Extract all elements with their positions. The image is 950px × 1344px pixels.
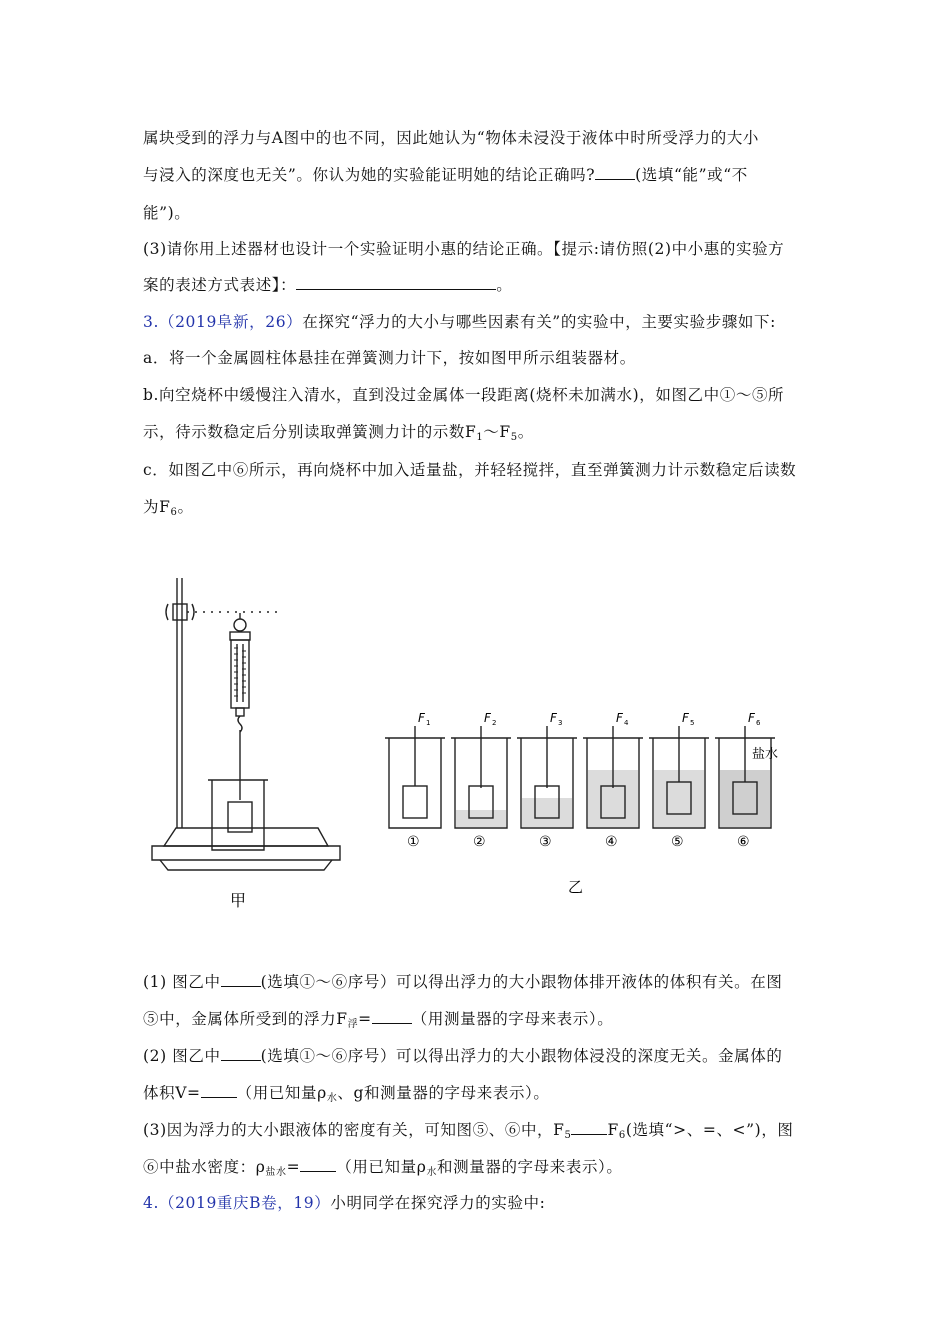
paragraph-text: b.向空烧杯中缓慢注入清水，直到没过金属体一段距离(烧杯未加满水)，如图乙中①～⑤所	[143, 386, 785, 404]
force-label: F	[682, 711, 689, 725]
answer-blank[interactable]	[372, 1008, 412, 1024]
subscript: 5	[510, 432, 518, 443]
subscript: 5	[564, 1130, 572, 1141]
paragraph-text: 为F	[143, 498, 171, 516]
step-c-cont	[143, 496, 823, 524]
subscript: 6	[170, 507, 178, 518]
paragraph-text: (2) 图乙中	[143, 1047, 221, 1065]
text-line	[143, 238, 823, 260]
paragraph-text: 和测量器的字母来表示）。	[437, 1158, 623, 1176]
beaker-5	[649, 726, 709, 828]
paragraph-text: 与浸入的深度也无关”。你认为她的实验能证明她的结论正确吗?	[143, 166, 596, 184]
paragraph-text: 、g和测量器的字母来表示）。	[337, 1084, 550, 1102]
force-label-sub: 2	[492, 719, 497, 727]
beaker-3	[517, 726, 577, 828]
beaker-number: ⑤	[671, 834, 684, 850]
figure-label-yi: 乙	[568, 878, 584, 896]
salt-water-label: 盐水	[752, 747, 779, 762]
sub-question-3	[143, 1119, 823, 1147]
beaker-1	[385, 726, 445, 828]
force-label: F	[550, 711, 557, 725]
answer-blank[interactable]	[221, 1045, 261, 1061]
paragraph-text: c．如图乙中⑥所示，再向烧杯中加入适量盐，并轻轻搅拌，直至弹簧测力计示数稳定后读数	[143, 461, 797, 479]
paragraph-text: ⑤中，金属体所受到的浮力F	[143, 1010, 348, 1028]
paragraph-text: (选填①～⑥序号）可以得出浮力的大小跟物体排开液体的体积有关。在图	[260, 973, 783, 991]
paragraph-text: 案的表述方式表述】：	[143, 276, 297, 294]
force-label-sub: 4	[624, 719, 629, 727]
subscript: 1	[476, 432, 484, 443]
subscript: 水	[426, 1167, 438, 1178]
force-label-sub: 6	[756, 719, 761, 727]
beaker-number: ②	[473, 834, 486, 850]
paragraph-text: 能”)。	[143, 204, 191, 222]
paragraph-text: =	[286, 1158, 301, 1176]
paragraph-text: 示，待示数稳定后分别读取弹簧测力计的示数F	[143, 423, 477, 441]
force-label-sub: 3	[558, 719, 563, 727]
scale-hook-block	[236, 708, 244, 716]
beaker-2	[451, 726, 511, 828]
question-source: 4.（2019重庆B卷，19）	[143, 1194, 331, 1212]
subscript: 盐水	[265, 1167, 287, 1178]
figure-label-jia: 甲	[230, 891, 247, 910]
step-b-cont	[143, 421, 823, 449]
question-intro: 在探究“浮力的大小与哪些因素有关”的实验中，主要实验步骤如下:	[302, 313, 776, 331]
beaker	[208, 780, 268, 850]
figure-yi	[385, 711, 778, 850]
beaker-6	[715, 726, 775, 828]
scale-ticks	[234, 648, 246, 696]
force-label: F	[748, 711, 755, 725]
sub-question-1	[143, 971, 823, 993]
metal-block	[403, 786, 427, 818]
beaker-number: ①	[407, 834, 420, 850]
paragraph-text: ～F	[483, 423, 511, 441]
step-c	[143, 459, 823, 481]
clamp	[173, 604, 187, 620]
paragraph-text: (选填“能”或“不	[635, 166, 748, 184]
question-intro: 小明同学在探究浮力的实验中:	[330, 1194, 546, 1212]
scale-cap	[230, 632, 250, 640]
force-label: F	[418, 711, 425, 725]
answer-blank[interactable]	[300, 1156, 336, 1172]
paragraph-text: (选填①～⑥序号）可以得出浮力的大小跟物体浸没的深度无关。金属体的	[260, 1047, 783, 1065]
paragraph-text: =	[358, 1010, 372, 1028]
text-line	[143, 164, 823, 186]
step-b	[143, 384, 823, 406]
sub-question-1-cont	[143, 1008, 823, 1036]
paragraph-text: （用已知量ρ	[236, 1084, 327, 1102]
beaker-4	[583, 726, 643, 828]
question-4-header	[143, 1192, 823, 1214]
sub-question-3-cont	[143, 1156, 823, 1184]
clamp	[166, 604, 194, 620]
paragraph-text: ⑥中盐水密度：ρ	[143, 1158, 266, 1176]
paragraph-text: (1) 图乙中	[143, 973, 221, 991]
beaker-number: ④	[605, 834, 618, 850]
answer-blank[interactable]	[296, 274, 496, 290]
paragraph-text: (3)因为浮力的大小跟液体的密度有关，可知图⑤、⑥中，F	[143, 1121, 565, 1139]
spring-scale-body	[231, 640, 249, 708]
step-a	[143, 347, 823, 369]
paragraph-text: 。	[177, 498, 194, 516]
answer-blank[interactable]	[201, 1082, 237, 1098]
paragraph-text: 。	[517, 423, 534, 441]
question-3-header	[143, 311, 823, 333]
paragraph-text: (3)请你用上述器材也设计一个实验证明小惠的结论正确。【提示:请仿照(2)中小惠的实验方	[143, 240, 785, 258]
paragraph-text: 属块受到的浮力与A图中的也不同，因此她认为“物体未浸没于液体中时所受浮力的大小	[143, 129, 760, 147]
paragraph-text: 体积V=	[143, 1084, 201, 1102]
beaker-number: ③	[539, 834, 552, 850]
scale-hook	[238, 716, 242, 732]
paragraph-text: a．将一个金属圆柱体悬挂在弹簧测力计下，按如图甲所示组装器材。	[143, 349, 636, 367]
beaker-number: ⑥	[737, 834, 750, 850]
force-label-sub: 5	[690, 719, 695, 727]
scale-ring	[234, 619, 246, 631]
paragraph-text: （用测量器的字母来表示）。	[411, 1010, 614, 1028]
answer-blank[interactable]	[221, 971, 261, 987]
base-plate	[152, 846, 340, 860]
sub-question-2-cont	[143, 1082, 823, 1110]
paragraph-text: F	[607, 1121, 619, 1139]
subscript: 6	[618, 1130, 626, 1141]
experiment-figure	[140, 570, 820, 920]
water	[522, 798, 572, 827]
subscript: 浮	[347, 1019, 359, 1030]
text-line	[143, 202, 823, 224]
text-line	[143, 274, 823, 296]
paragraph-text: (选填“>、=、<”)，图	[625, 1121, 794, 1139]
answer-blank[interactable]	[571, 1119, 607, 1135]
force-label-sub: 1	[426, 719, 431, 727]
base-top	[164, 828, 328, 846]
sub-question-2	[143, 1045, 823, 1067]
figure-jia-apparatus	[152, 578, 340, 870]
paragraph-text: （用已知量ρ	[336, 1158, 427, 1176]
force-label: F	[616, 711, 623, 725]
text-line	[143, 127, 823, 149]
answer-blank[interactable]	[595, 164, 635, 180]
force-label: F	[484, 711, 491, 725]
question-source: 3.（2019阜新，26）	[143, 313, 303, 331]
base-foot	[160, 860, 332, 870]
paragraph-text: 。	[496, 276, 513, 294]
subscript: 水	[326, 1093, 338, 1104]
